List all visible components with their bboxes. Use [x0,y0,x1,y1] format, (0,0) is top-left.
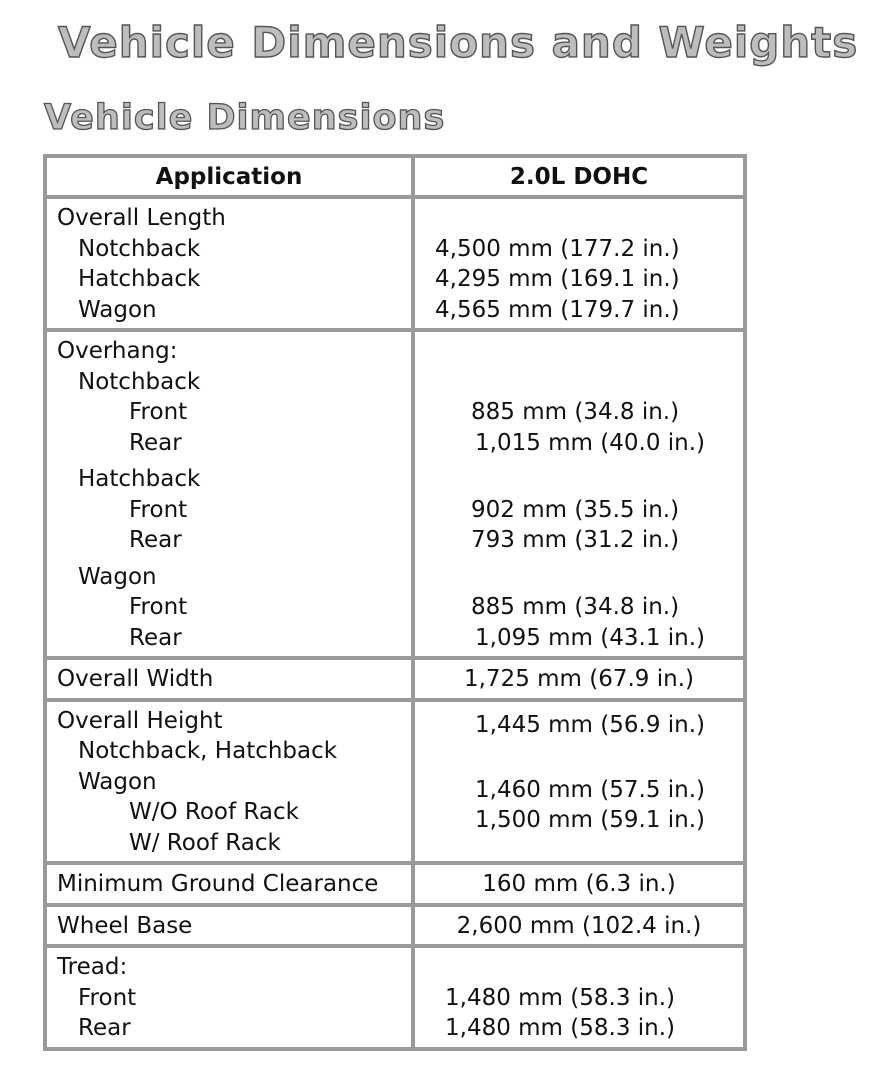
length-hatchback-value: 4,295 mm (169.1 in.) [435,266,680,292]
length-hatchback-label: Hatchback [78,266,201,292]
height-w-roof-rack-label: W/ Roof Rack [129,829,281,856]
wheel-base-value: 2,600 mm (102.4 in.) [456,912,702,939]
tread-values [413,946,745,1049]
height-wo-roof-rack-label: W/O Roof Rack [129,799,299,825]
overall-height-values [413,700,745,864]
tread-labels [45,946,413,1049]
overall-width-value: 1,725 mm (67.9 in.) [463,666,695,692]
overhang-wagon-rear-value: 1,095 mm (43.1 in.) [475,624,706,651]
height-notch-hatch-label: Notchback, Hatchback [78,738,338,764]
height-wagon-label: Wagon [78,768,157,795]
length-wagon-value: 4,565 mm (179.7 in.) [435,296,680,323]
overall-width-label: Overall Width [57,666,214,692]
table-row [45,905,745,947]
table-row [45,197,745,330]
overhang-notchback-front-value: 885 mm (34.8 in.) [471,399,680,425]
overall-height-labels [45,700,413,864]
overhang-labels [45,330,413,658]
tread-rear-value: 1,480 mm (58.3 in.) [445,1015,676,1041]
height-w-roof-rack-value: 1,500 mm (59.1 in.) [475,807,706,833]
overall-length-values [413,197,745,330]
overhang-label: Overhang: [57,338,178,364]
tread-label: Tread: [57,954,128,980]
table-row [45,658,745,700]
overhang-hatchback-front-value: 902 mm (35.5 in.) [471,496,680,523]
overhang-hatchback-label: Hatchback [78,466,201,492]
overhang-wagon-label: Wagon [78,563,157,590]
overhang-notchback-rear-value: 1,015 mm (40.0 in.) [475,429,706,456]
overall-height-label: Overall Height [57,707,223,734]
overall-length-labels [45,197,413,330]
height-notch-hatch-value: 1,445 mm (56.9 in.) [475,711,706,738]
table-row [45,946,745,1049]
overhang-hatchback-rear-label: Rear [129,527,182,553]
tread-front-label: Front [78,984,137,1011]
table-row [45,330,745,658]
header-application: Application [45,156,413,197]
overhang-values [413,330,745,658]
wheel-base-label: Wheel Base [57,912,193,939]
tread-rear-label: Rear [78,1015,131,1041]
overall-length-label: Overall Length [57,205,226,231]
overhang-wagon-rear-label: Rear [129,624,182,651]
length-notchback-label: Notchback [78,235,201,262]
height-wo-roof-rack-value: 1,460 mm (57.5 in.) [475,776,706,803]
overhang-notchback-label: Notchback [78,368,201,395]
ground-clearance-value: 160 mm (6.3 in.) [482,871,676,897]
overhang-hatchback-front-label: Front [129,496,188,523]
length-notchback-value: 4,500 mm (177.2 in.) [435,235,680,262]
header-engine: 2.0L DOHC [413,156,745,197]
tread-front-value: 1,480 mm (58.3 in.) [445,984,676,1011]
ground-clearance-label: Minimum Ground Clearance [57,871,379,897]
overhang-hatchback-rear-value: 793 mm (31.2 in.) [471,527,680,553]
table-row [45,863,745,905]
overhang-wagon-front-value: 885 mm (34.8 in.) [471,594,680,620]
overhang-wagon-front-label: Front [129,594,188,620]
overhang-notchback-rear-label: Rear [129,429,182,456]
page-title: Vehicle Dimensions and Weights [58,18,859,67]
table-row [45,700,745,864]
section-title: Vehicle Dimensions [44,98,446,138]
vehicle-dimensions-table [43,154,747,1051]
overhang-notchback-front-label: Front [129,399,188,425]
table-header-row [45,156,745,197]
length-wagon-label: Wagon [78,296,157,323]
